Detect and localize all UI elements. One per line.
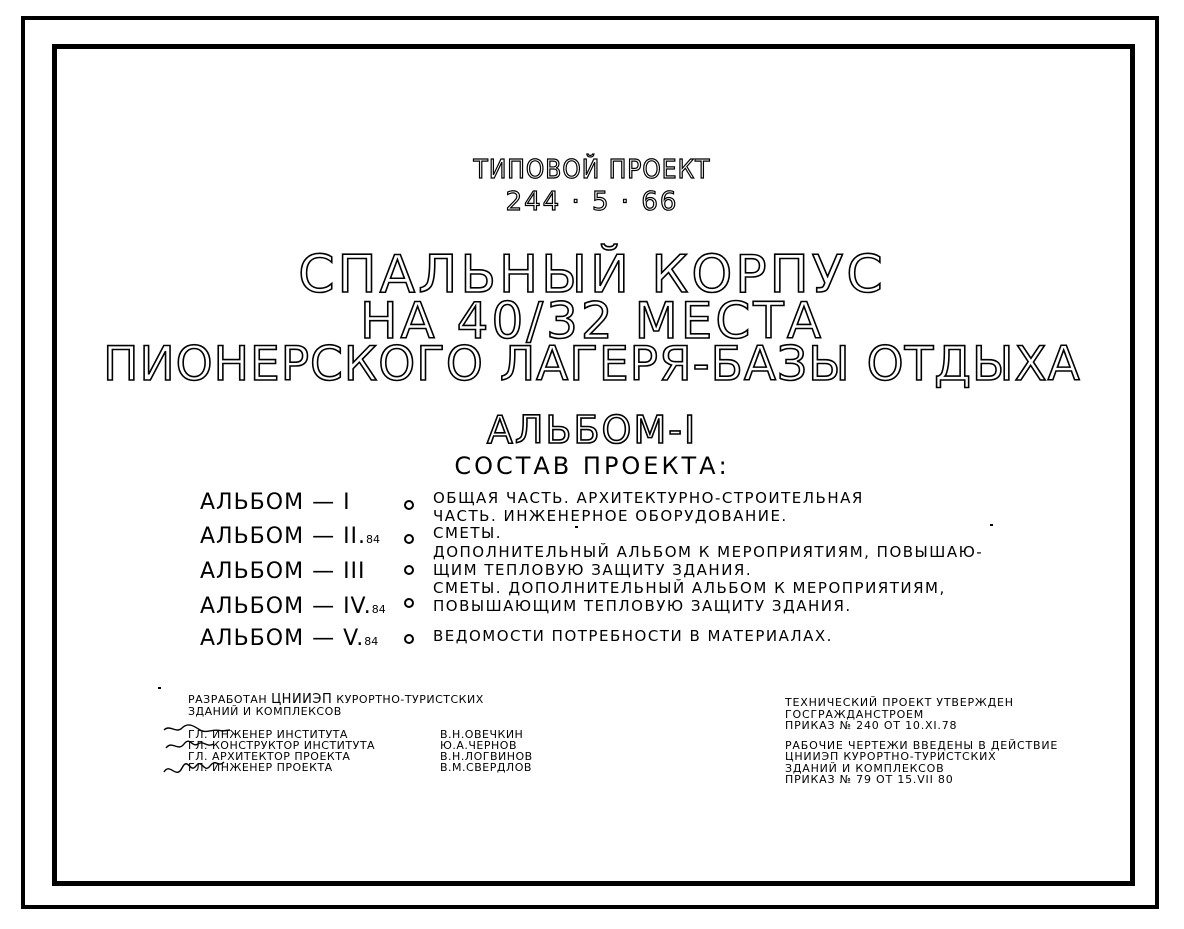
approval-line-7: ПРИКАЗ № 79 ОТ 15.VII 80 [785, 773, 954, 786]
approval-line-1: ТЕХНИЧЕСКИЙ ПРОЕКТ УТВЕРЖДЕН [785, 696, 1014, 709]
bullet-icon [404, 500, 414, 510]
signatures [160, 722, 240, 786]
bullet-icon [404, 565, 414, 575]
album-label: АЛЬБОМ — II.84 [200, 524, 381, 549]
project-type-label: ТИПОВОЙ ПРОЕКТ [473, 155, 711, 185]
approval-line-6: ЗДАНИЙ И КОМПЛЕКСОВ [785, 761, 945, 775]
developer-line-2: ЗДАНИЙ И КОМПЛЕКСОВ [188, 705, 342, 718]
developer-block [188, 694, 484, 718]
project-number: 244 · 5 · 66 [505, 187, 679, 217]
bullet-icon [404, 534, 414, 544]
album-label: АЛЬБОМ — V.84 [200, 626, 379, 651]
developer-prefix: РАЗРАБОТАН [188, 693, 268, 706]
staff-name: В.Н.ОВЕЧКИН [440, 728, 524, 741]
staff-role: ГЛ. ИНЖЕНЕР ИНСТИТУТА [188, 728, 348, 741]
scan-speck [575, 526, 578, 528]
approval-line-3: ПРИКАЗ № 240 ОТ 10.XI.78 [785, 719, 958, 732]
signature-chernov [166, 741, 214, 748]
staff-name: В.М.СВЕРДЛОВ [440, 761, 532, 774]
bullet-icon [404, 634, 414, 644]
approval-line-2: ГОСГРАЖДАНСТРОЕМ [785, 707, 925, 721]
approval-block [785, 697, 1058, 786]
album-description: ВЕДОМОСТИ ПОТРЕБНОСТИ В МАТЕРИАЛАХ. [433, 627, 833, 645]
staff-role: ГЛ. ИНЖЕНЕР ПРОЕКТА [188, 761, 333, 774]
album-description: СМЕТЫ. ДОПОЛНИТЕЛЬНЫЙ АЛЬБОМ К МЕРОПРИЯТИЯМ, ПОВЫШАЮЩИМ ТЕПЛОВУЮ ЗАЩИТУ ЗДАНИЯ. [433, 579, 946, 615]
album-description: ОБЩАЯ ЧАСТЬ. АРХИТЕКТУРНО-СТРОИТЕЛЬНАЯ ЧАСТЬ. ИНЖЕНЕРНОЕ ОБОРУДОВАНИЕ. [433, 489, 864, 525]
developer-org-rest: КУРОРТНО-ТУРИСТСКИХ [336, 693, 484, 706]
scan-speck [158, 687, 161, 689]
title-line-3: ПИОНЕРСКОГО ЛАГЕРЯ-БАЗЫ ОТДЫХА [103, 337, 1081, 392]
album-label: АЛЬБОМ — I [200, 490, 351, 515]
album-heading: АЛЬБОМ-I [486, 408, 698, 452]
album-description: СМЕТЫ. [433, 524, 503, 542]
approval-line-5: ЦНИИЭП КУРОРТНО-ТУРИСТСКИХ [785, 750, 997, 763]
album-label: АЛЬБОМ — III [200, 559, 366, 584]
title-line-1: СПАЛЬНЫЙ КОРПУС [298, 245, 886, 305]
composition-heading: СОСТАВ ПРОЕКТА: [454, 452, 730, 480]
staff-role: ГЛ. АРХИТЕКТОР ПРОЕКТА [188, 750, 351, 763]
signature-ovechkin [164, 725, 230, 731]
approval-line-4: РАБОЧИЕ ЧЕРТЕЖИ ВВЕДЕНЫ В ДЕЙСТВИЕ [785, 738, 1059, 752]
bullet-icon [404, 598, 414, 608]
staff-name: В.Н.ЛОГВИНОВ [440, 750, 533, 763]
signature-sverdlov [164, 762, 224, 772]
scan-speck [990, 524, 993, 526]
staff-role: ГЛ. КОНСТРУКТОР ИНСТИТУТА [188, 739, 376, 752]
title-line-2: НА 40/32 МЕСТА [359, 292, 825, 350]
album-description: ДОПОЛНИТЕЛЬНЫЙ АЛЬБОМ К МЕРОПРИЯТИЯМ, ПОВЫШАЮ- ЩИМ ТЕПЛОВУЮ ЗАЩИТУ ЗДАНИЯ. [433, 543, 984, 579]
album-label: АЛЬБОМ — IV.84 [200, 594, 386, 619]
staff-name: Ю.А.ЧЕРНОВ [440, 739, 517, 752]
developer-org: ЦНИИЭП [271, 692, 333, 707]
